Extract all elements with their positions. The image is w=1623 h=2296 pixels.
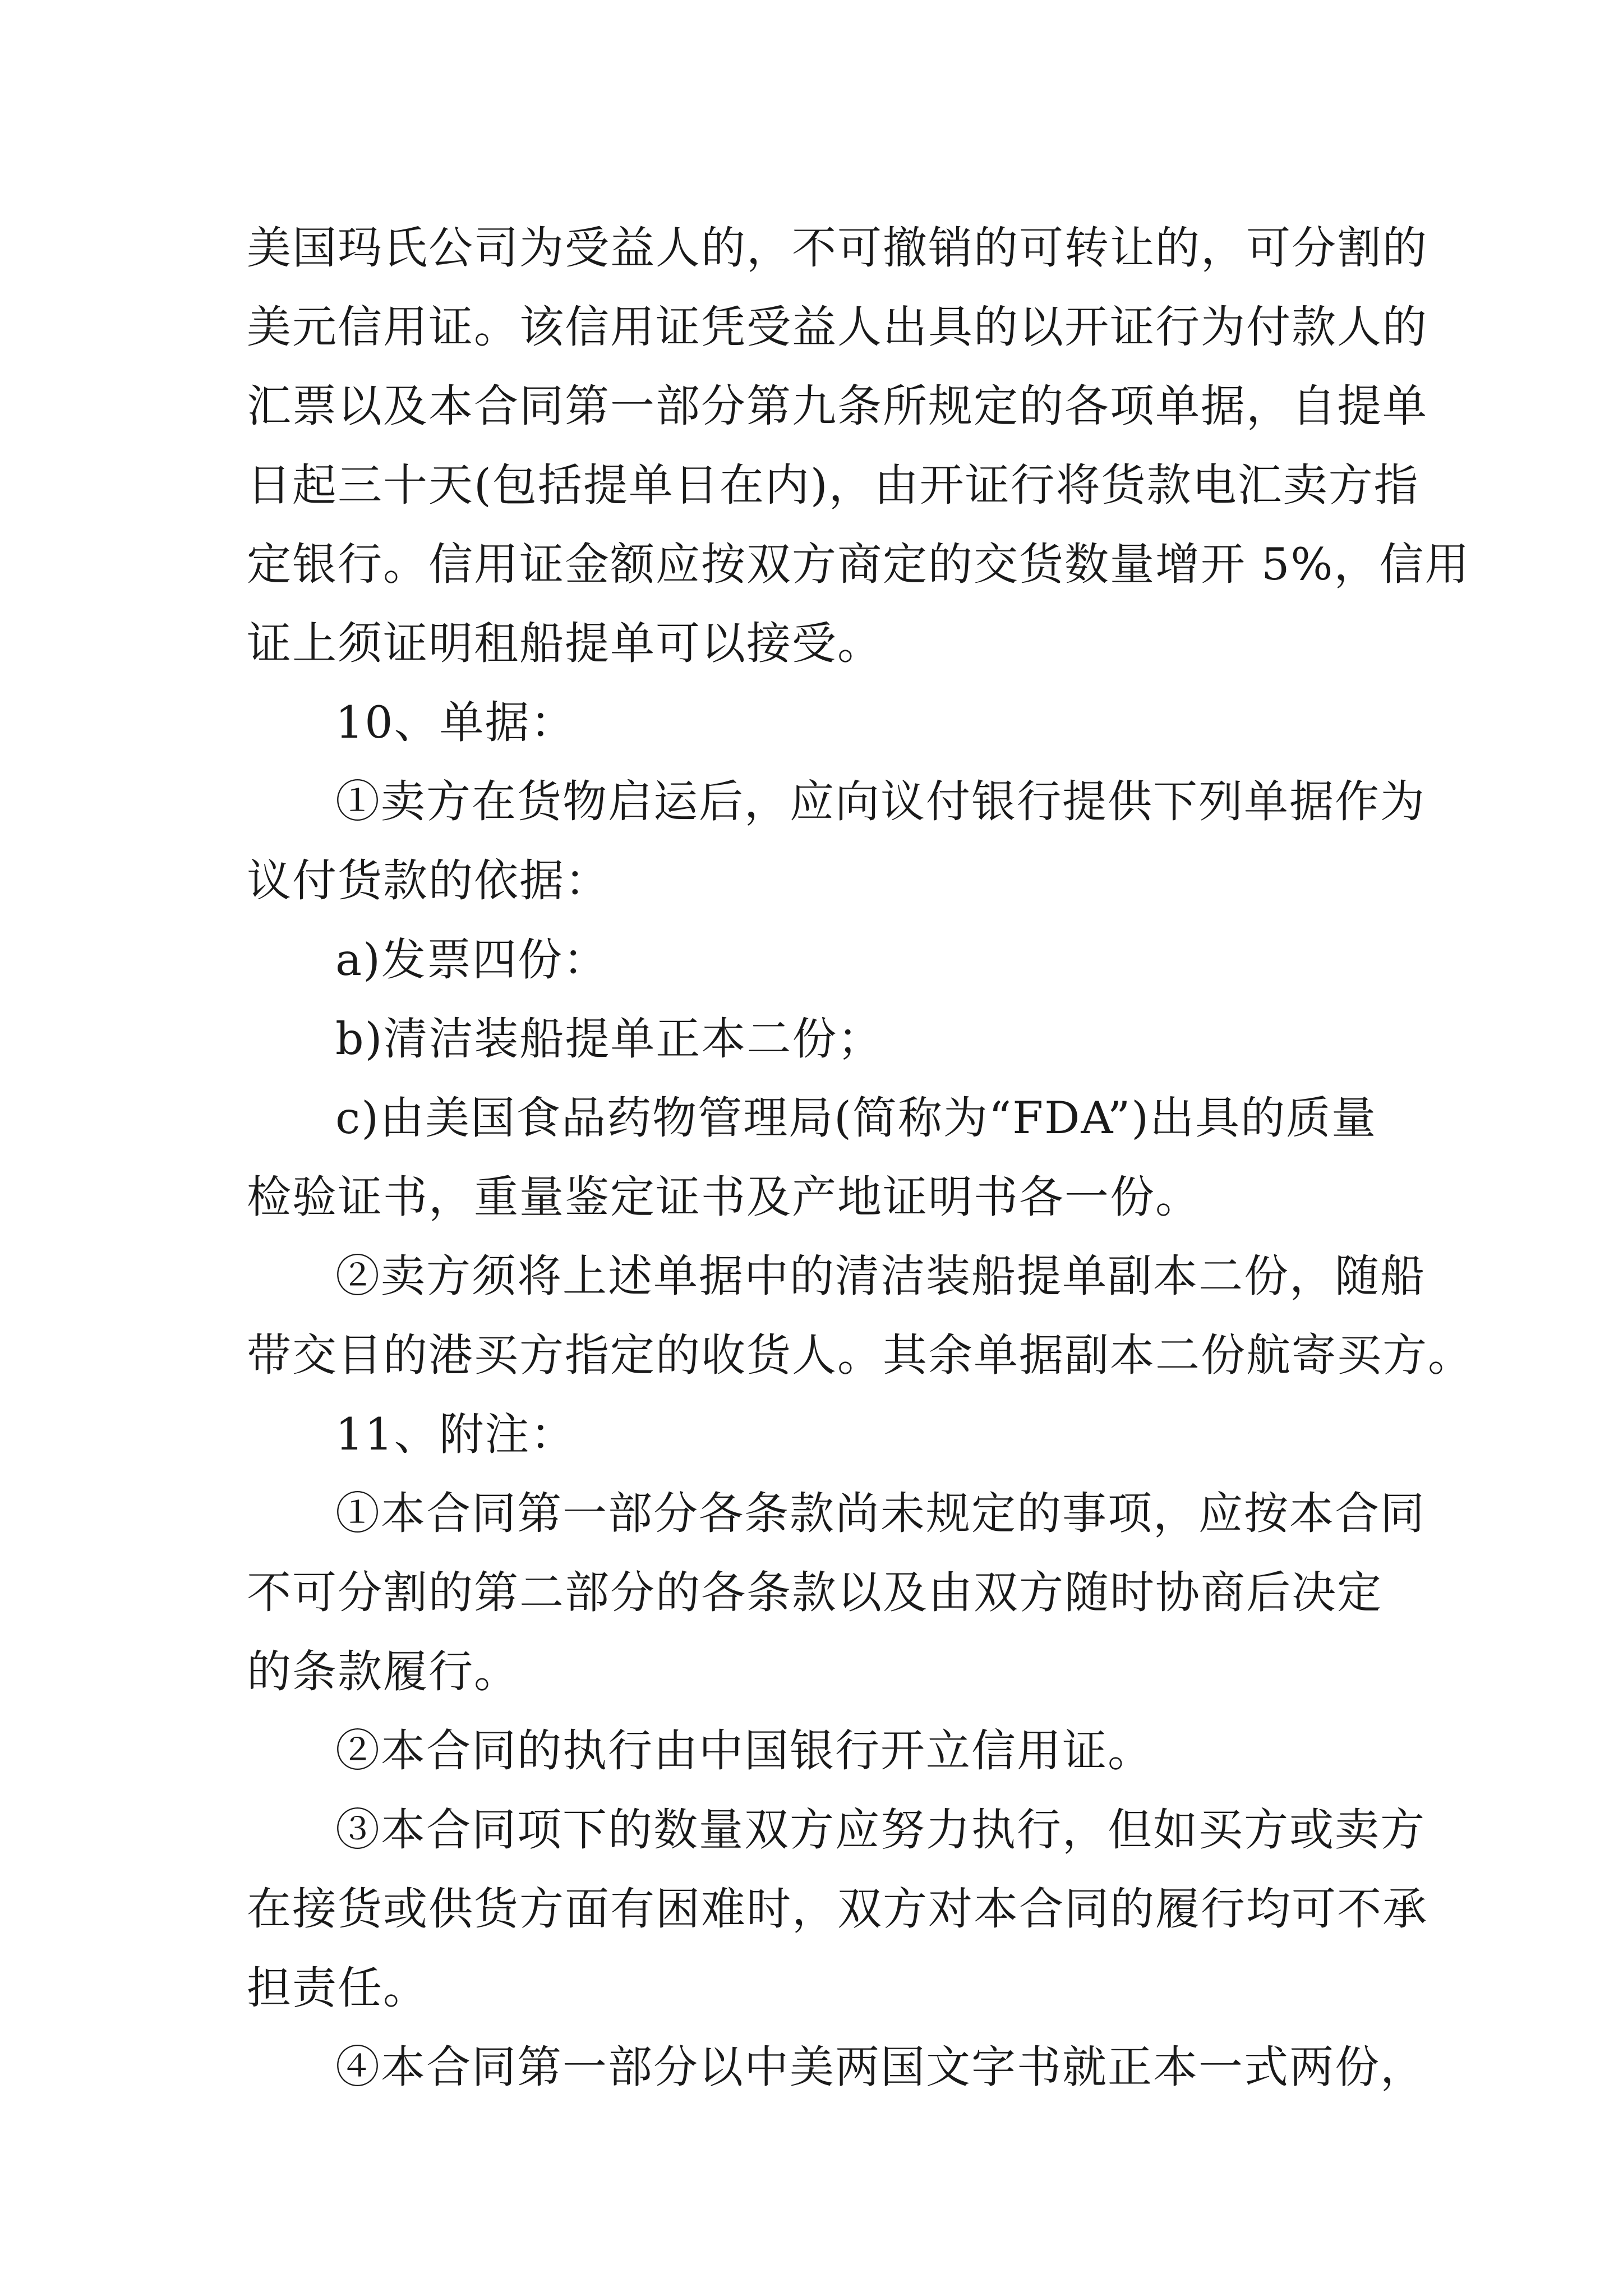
section-heading-notes: 11、附注： — [335, 1409, 576, 1460]
text-line-18: 不可分割的第二部分的各条款以及由双方随时协商后决定 — [247, 1567, 1382, 1618]
text-line-21: ③本合同项下的数量双方应努力执行，但如买方或卖方 — [335, 1804, 1426, 1856]
text-line-4: 日起三十天(包括提单日在内)，由开证行将货款电汇卖方指 — [247, 459, 1419, 511]
text-line-13: 检验证书，重量鉴定证书及产地证明书各一份。 — [247, 1171, 1201, 1223]
text-line-6: 证上须证明租船提单可以接受。 — [247, 618, 883, 669]
document-body — [247, 209, 1473, 2107]
section-heading-documents: 10、单据： — [335, 697, 576, 748]
text-line-17: ①本合同第一部分各条款尚未规定的事项，应按本合同 — [335, 1488, 1426, 1539]
text-line-1: 美国玛氏公司为受益人的，不可撤销的可转让的，可分割的 — [247, 222, 1428, 274]
text-line-5: 定银行。信用证金额应按双方商定的交货数量增开 5%，信用 — [247, 539, 1470, 590]
text-line-3: 汇票以及本合同第一部分第九条所规定的各项单据，自提单 — [247, 380, 1428, 432]
text-line-2: 美元信用证。该信用证凭受益人出具的以开证行为付款人的 — [247, 301, 1428, 353]
text-line-8: ①卖方在货物启运后，应向议付银行提供下列单据作为 — [335, 776, 1426, 827]
text-line-19: 的条款履行。 — [247, 1646, 519, 1697]
text-line-23: 担责任。 — [247, 1962, 428, 2014]
list-item-c: c)由美国食品药物管理局(简称为“FDA”)出具的质量 — [335, 1092, 1377, 1144]
text-line-14: ②卖方须将上述单据中的清洁装船提单副本二份，随船 — [335, 1250, 1426, 1302]
text-line-22: 在接货或供货方面有困难时，双方对本合同的履行均可不承 — [247, 1883, 1428, 1935]
text-line-15: 带交目的港买方指定的收货人。其余单据副本二份航寄买方。 — [247, 1329, 1473, 1381]
text-line-20: ②本合同的执行由中国银行开立信用证。 — [335, 1725, 1153, 1777]
text-line-24: ④本合同第一部分以中美两国文字书就正本一式两份， — [335, 2041, 1426, 2093]
list-item-b: b)清洁装船提单正本二份； — [335, 1013, 883, 1065]
list-item-a: a)发票四份： — [335, 934, 608, 986]
text-line-9: 议付货款的依据： — [247, 855, 610, 907]
